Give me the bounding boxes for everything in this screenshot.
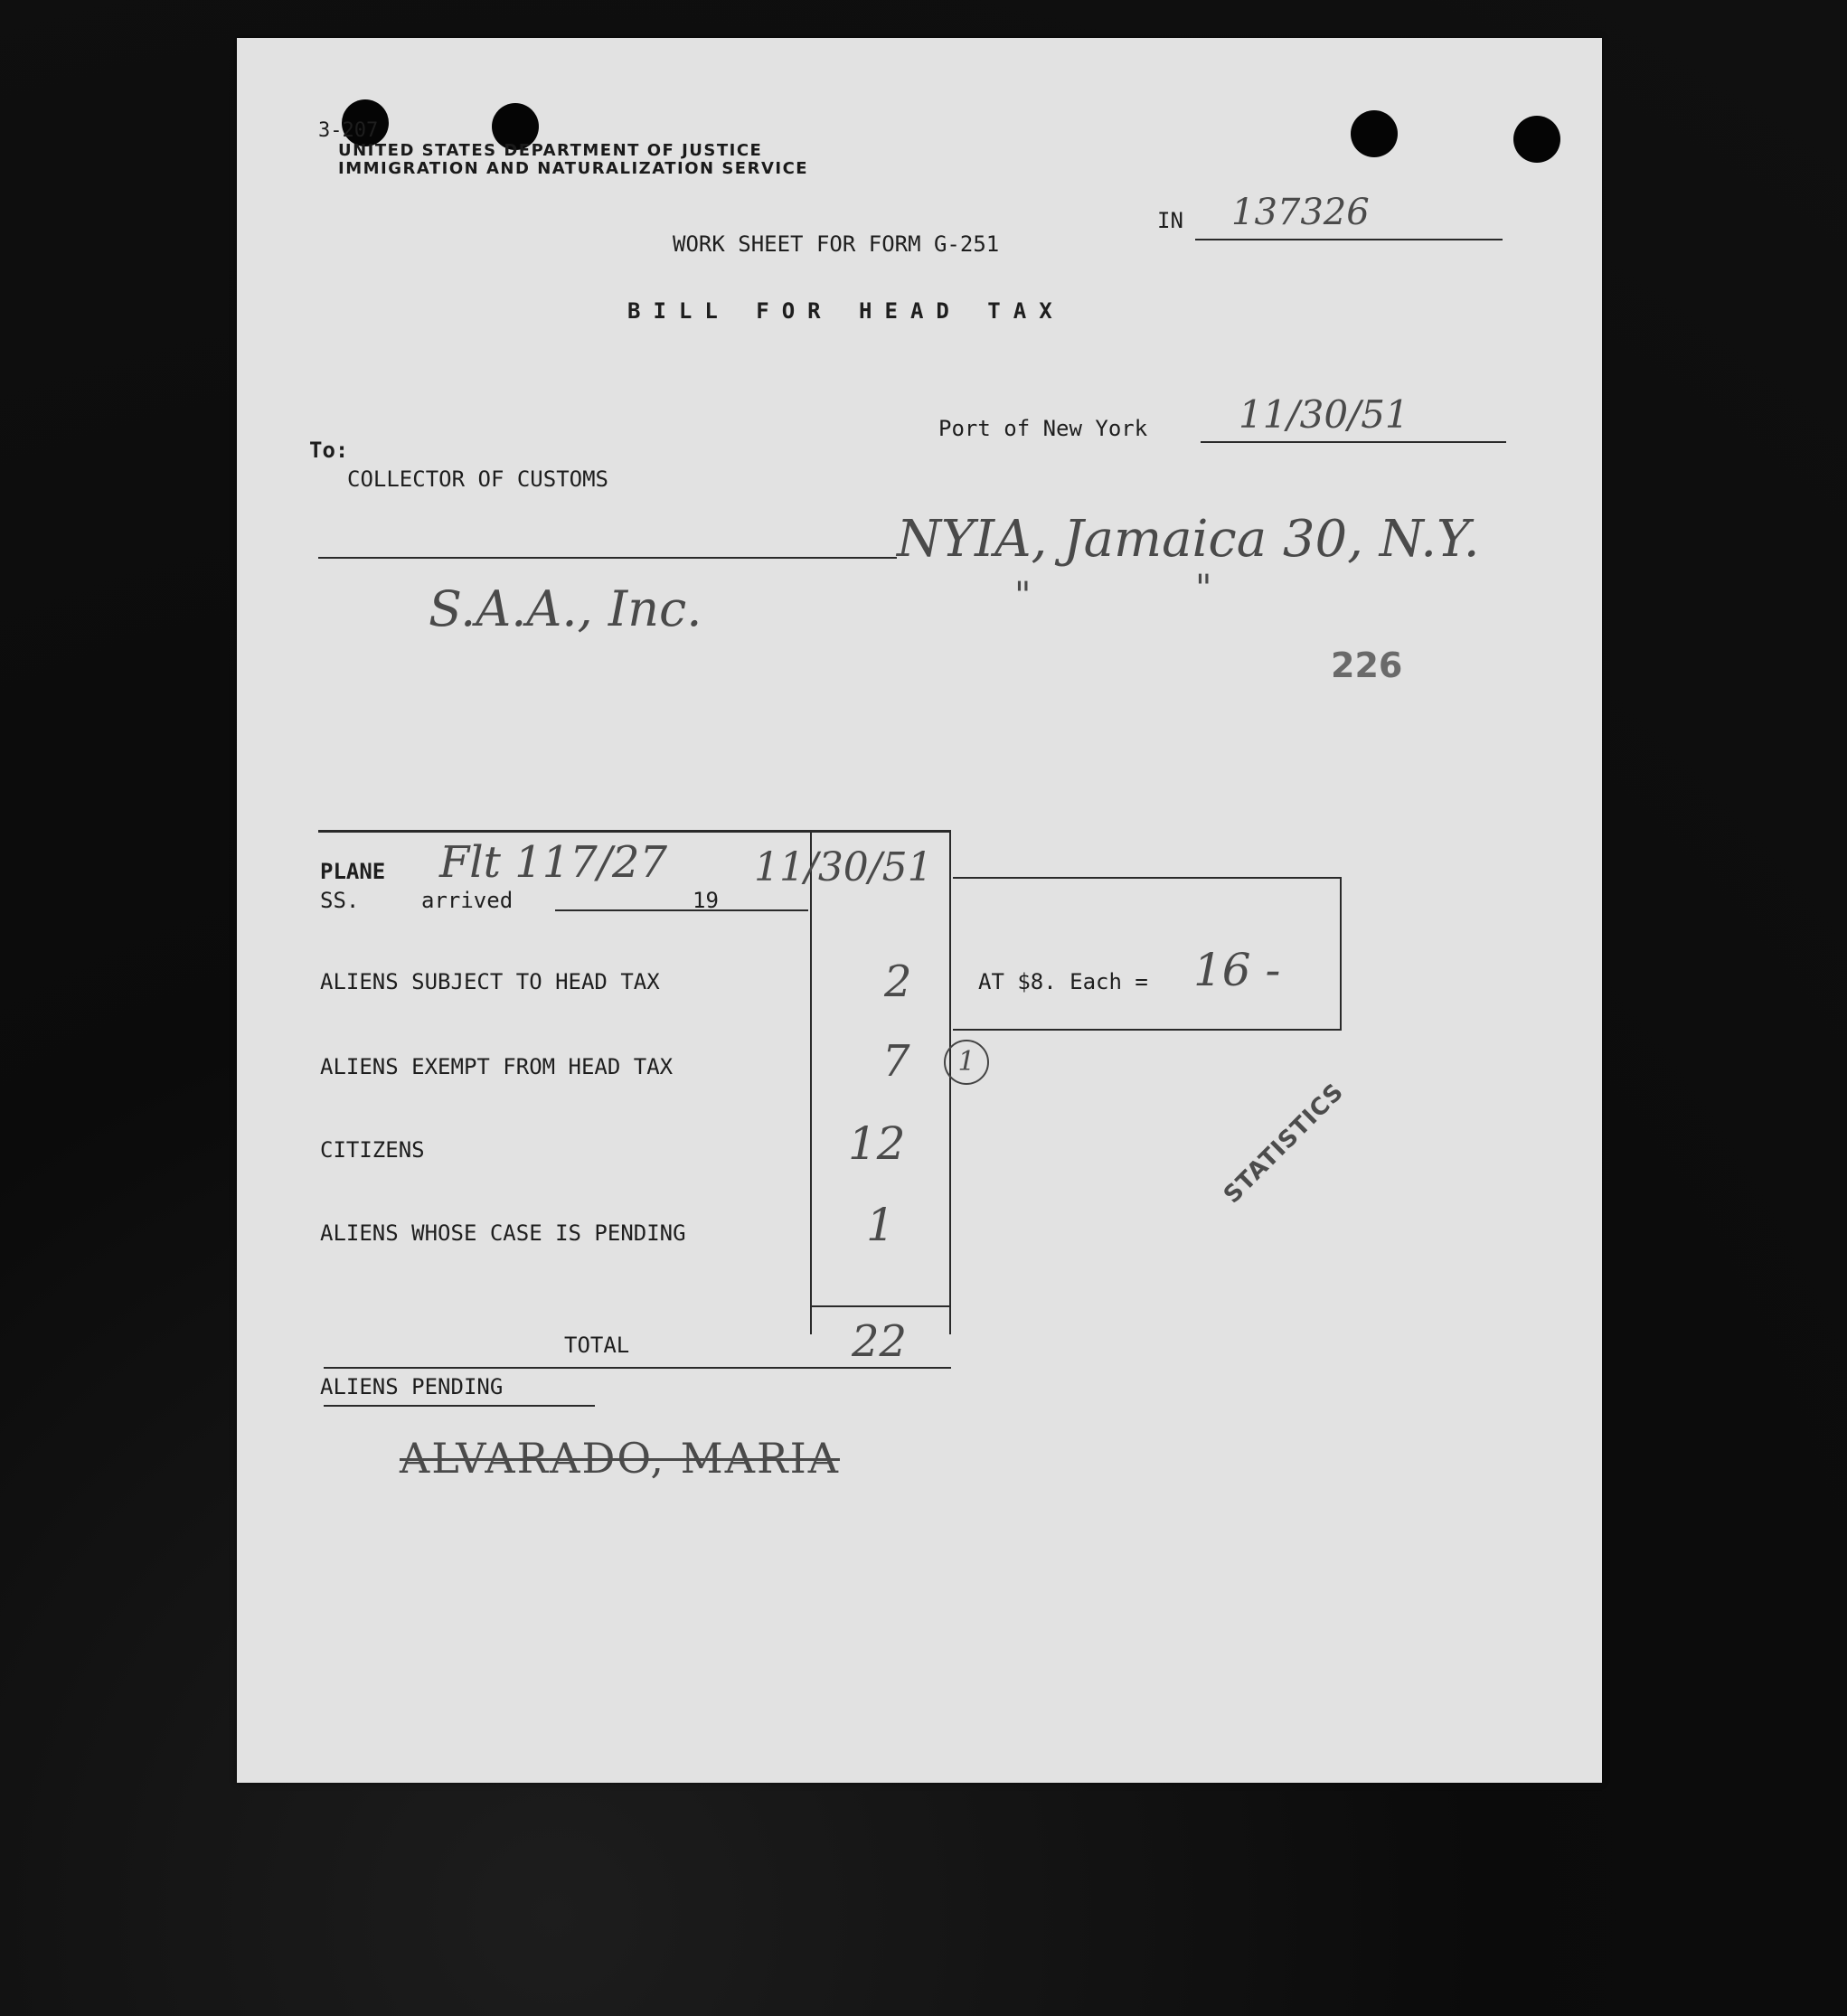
plane-label: PLANE <box>320 859 386 884</box>
addressee-line <box>318 557 897 559</box>
aliens-exempt-value: 7 <box>882 1036 910 1087</box>
document-page <box>237 38 1602 1783</box>
ditto-mark: " <box>1014 575 1032 617</box>
aliens-pending-case-label: ALIENS WHOSE CASE IS PENDING <box>320 1220 686 1246</box>
port-label: Port of New York <box>938 416 1148 441</box>
exempt-circled-note <box>944 1040 989 1085</box>
handwritten-carrier: S.A.A., Inc. <box>429 580 702 637</box>
in-number-underline <box>1195 239 1503 240</box>
form-bottom-line <box>324 1367 951 1369</box>
agency-line-1: UNITED STATES DEPARTMENT OF JUSTICE <box>338 141 763 160</box>
arrival-date: 11/30/51 <box>754 844 933 890</box>
aliens-subject-value: 2 <box>884 956 912 1007</box>
rate-label: AT $8. Each = <box>978 969 1148 994</box>
in-number: 137326 <box>1231 192 1370 233</box>
ss-label: SS. <box>320 888 360 913</box>
port-date: 11/30/51 <box>1239 392 1409 437</box>
port-date-underline <box>1201 441 1506 443</box>
worksheet-title: WORK SHEET FOR FORM G-251 <box>673 231 1000 257</box>
total-label: TOTAL <box>564 1333 630 1358</box>
form-top-line <box>318 830 951 833</box>
aliens-exempt-label: ALIENS EXEMPT FROM HEAD TAX <box>320 1054 674 1079</box>
rate-value: 16 - <box>1193 944 1281 996</box>
statistics-stamp: STATISTICS <box>1219 1078 1350 1210</box>
punch-hole <box>1351 110 1398 157</box>
rate-box-top <box>953 877 1342 879</box>
aliens-subject-label: ALIENS SUBJECT TO HEAD TAX <box>320 969 660 994</box>
rate-box-right <box>1340 877 1342 1031</box>
total-value: 22 <box>852 1316 908 1367</box>
handwritten-location: NYIA, Jamaica 30, N.Y. <box>897 510 1480 569</box>
aliens-pending-label: ALIENS PENDING <box>320 1374 504 1399</box>
rate-box-bottom <box>953 1029 1342 1031</box>
aliens-pending-name: ALVARADO, MARIA <box>400 1434 840 1483</box>
punch-hole <box>1513 116 1560 163</box>
stamped-number: 226 <box>1331 645 1403 685</box>
arrived-underline <box>555 909 808 911</box>
ditto-mark: " <box>1195 568 1212 609</box>
collector-label: COLLECTOR OF CUSTOMS <box>347 466 608 492</box>
exempt-circled-number: 1 <box>944 1040 989 1085</box>
citizens-value: 12 <box>848 1117 906 1170</box>
form-column-divider <box>810 830 812 1334</box>
total-divider <box>812 1305 951 1307</box>
aliens-pending-underline <box>324 1405 595 1407</box>
agency-line-2: IMMIGRATION AND NATURALIZATION SERVICE <box>338 159 809 178</box>
bill-title: BILL FOR HEAD TAX <box>627 298 1065 324</box>
to-label: To: <box>309 438 349 463</box>
year-prefix: 19 <box>693 888 719 913</box>
aliens-pending-case-value: 1 <box>866 1199 895 1251</box>
flight-number: Flt 117/27 <box>439 837 668 888</box>
citizens-label: CITIZENS <box>320 1137 425 1163</box>
in-label: IN <box>1157 208 1183 233</box>
arrived-label: arrived <box>421 888 514 913</box>
file-code: 3-207 <box>318 119 379 142</box>
